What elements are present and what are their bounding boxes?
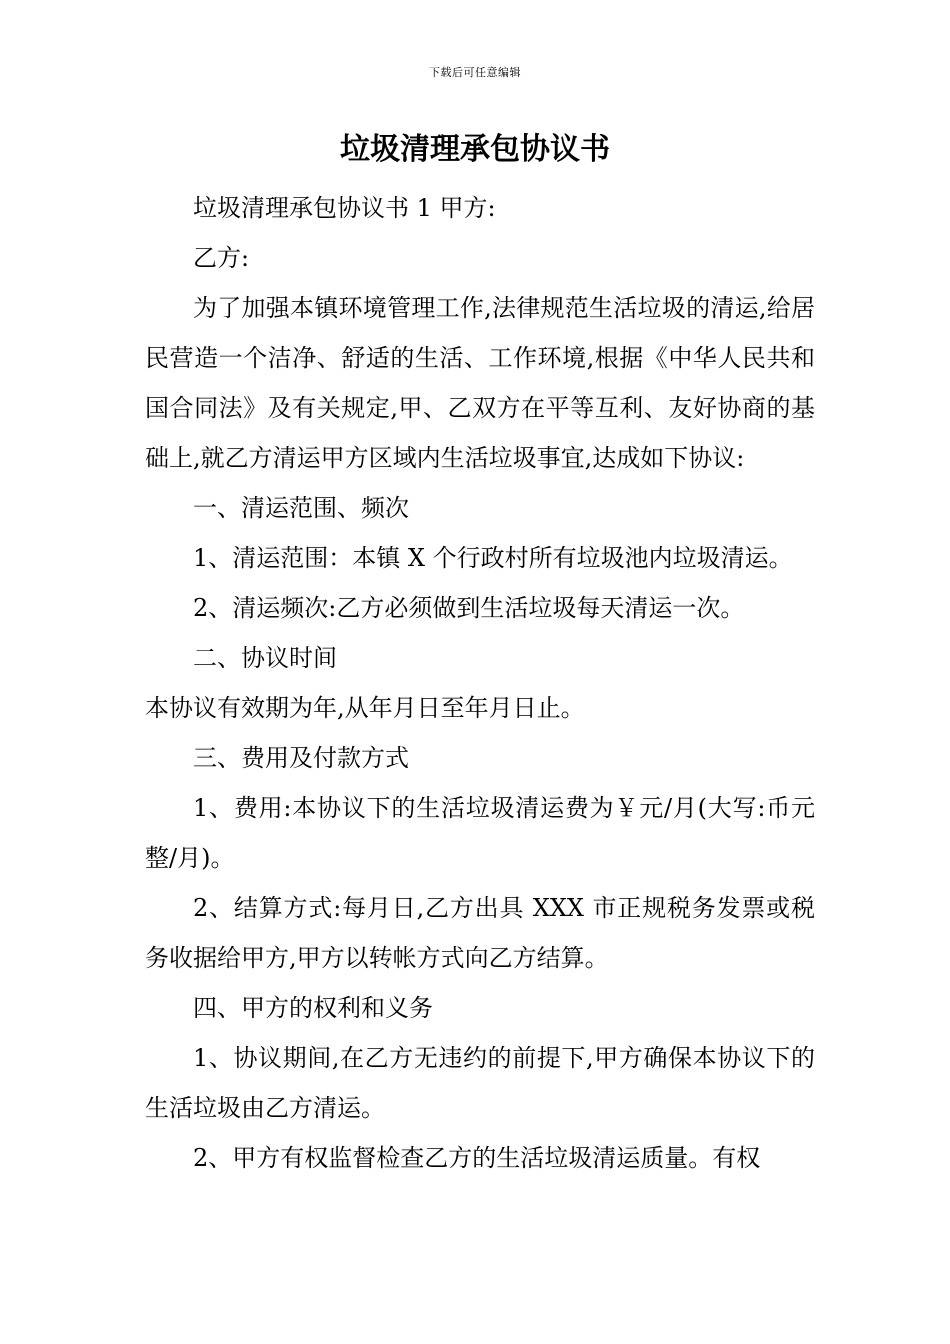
paragraph-clause: 1、清运范围：本镇 X 个行政村所有垃圾池内垃圾清运。 — [193, 544, 793, 572]
paragraph-preamble: 为了加强本镇环境管理工作,法律规范生活垃圾的清运,给居民营造一个洁净、舒适的生活、工作环境,根据《中华人民共和国合同法》及有关规定,甲、乙双方在平等互利、友好协商的基础上,就乙方清运甲方区域内生活垃圾事宜,达成如下协议: — [145, 294, 815, 472]
section-heading-party-a-rights: 四、甲方的权利和义务 — [193, 994, 433, 1022]
section-heading-fees: 三、费用及付款方式 — [193, 744, 409, 772]
paragraph-party-b: 乙方: — [193, 244, 250, 272]
paragraph-clause: 2、结算方式:每月日,乙方出具 XXX 市正规税务发票或税务收据给甲方,甲方以转帐方式向乙方结算。 — [145, 894, 815, 972]
page-header-note: 下载后可任意编辑 — [429, 66, 521, 79]
document-body — [145, 183, 815, 1183]
paragraph-clause: 1、协议期间,在乙方无违约的前提下,甲方确保本协议下的生活垃圾由乙方清运。 — [145, 1044, 815, 1122]
paragraph-clause: 2、清运频次:乙方必须做到生活垃圾每天清运一次。 — [193, 594, 745, 622]
document-title: 垃圾清理承包协议书 — [340, 132, 610, 167]
section-heading-term: 二、协议时间 — [193, 644, 337, 672]
section-heading-scope: 一、清运范围、频次 — [193, 494, 409, 522]
paragraph-clause: 1、费用:本协议下的生活垃圾清运费为￥元/月(大写:币元整/月)。 — [145, 794, 815, 872]
paragraph-clause: 2、甲方有权监督检查乙方的生活垃圾清运质量。有权 — [193, 1144, 761, 1172]
paragraph-party-a: 垃圾清理承包协议书 1 甲方: — [193, 194, 496, 222]
paragraph-term: 本协议有效期为年,从年月日至年月日止。 — [145, 694, 585, 722]
